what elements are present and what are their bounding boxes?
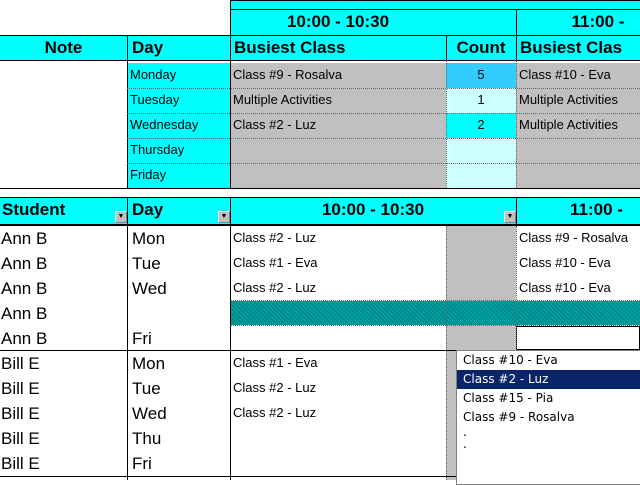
grid-line <box>516 9 517 36</box>
busiest-class-cell[interactable]: Class #9 - Rosalva <box>230 63 446 88</box>
class-dropdown-list[interactable] <box>456 350 640 485</box>
busiest-class-cell-2[interactable] <box>516 163 640 188</box>
class-cell[interactable]: Class #2 - Luz <box>233 230 317 245</box>
grid-line <box>127 138 640 139</box>
grid-line <box>0 35 640 36</box>
busiest-class-cell-2[interactable]: Multiple Activities <box>516 88 640 113</box>
dropdown-option[interactable]: . <box>463 437 467 451</box>
grid-line <box>230 300 640 301</box>
class-cell[interactable]: Class #10 - Eva <box>519 255 611 270</box>
day-cell[interactable]: Tue <box>132 254 161 273</box>
student-cell[interactable]: Bill E <box>1 379 40 398</box>
grid-line <box>230 9 640 10</box>
day-cell[interactable]: Wed <box>132 279 167 298</box>
count-cell[interactable] <box>446 163 516 188</box>
grid-line <box>127 113 640 114</box>
day-cell[interactable]: Mon <box>132 354 166 373</box>
grid-line <box>516 226 517 350</box>
student-header-label: Student <box>2 200 66 219</box>
grid-line <box>230 0 640 1</box>
grid-line <box>0 60 640 61</box>
grid-line <box>446 226 447 480</box>
grid-line <box>127 88 640 89</box>
busiest-class-cell[interactable] <box>230 138 446 163</box>
dropdown-option[interactable]: Class #10 - Eva <box>463 353 558 367</box>
class-cell[interactable]: Class #9 - Rosalva <box>519 230 629 245</box>
student-cell[interactable]: Bill E <box>1 429 40 448</box>
class-cell[interactable] <box>230 326 446 351</box>
day-cell[interactable]: Fri <box>132 454 152 473</box>
slot2-header[interactable]: 11:00 - <box>516 198 640 224</box>
student-cell[interactable]: Ann B <box>1 254 48 273</box>
class-cell[interactable]: Class #2 - Luz <box>233 280 317 295</box>
top-day-cell[interactable]: Wednesday <box>127 113 230 138</box>
class-cell[interactable]: Class #1 - Eva <box>233 355 318 370</box>
class-cell[interactable]: Class #1 - Eva <box>233 255 318 270</box>
note-header[interactable]: Note <box>0 36 127 60</box>
top-slot-gap <box>446 10 516 36</box>
day-header-label: Day <box>132 200 164 219</box>
busiest-class-header[interactable]: Busiest Class <box>230 36 446 60</box>
filter-dropdown-icon[interactable]: ▼ <box>115 211 127 223</box>
class-cell[interactable]: Class #10 - Eva <box>519 280 611 295</box>
day-header-bottom[interactable] <box>127 198 230 224</box>
grid-line <box>516 36 517 60</box>
active-dropdown-cell[interactable] <box>516 326 640 350</box>
student-cell[interactable]: Ann B <box>1 279 48 298</box>
dropdown-option-selected[interactable]: Class #2 - Luz <box>457 370 640 389</box>
filter-dropdown-icon[interactable]: ▼ <box>218 211 230 223</box>
count-cell[interactable]: 5 <box>446 63 516 88</box>
class-cell[interactable]: Class #2 - Luz <box>233 380 317 395</box>
student-cell[interactable]: Ann B <box>1 304 48 323</box>
top-time-slot-1[interactable]: 10:00 - 10:30 <box>230 10 446 36</box>
day-cell[interactable]: Tue <box>132 379 161 398</box>
grid-line <box>0 224 640 226</box>
top-day-cell[interactable]: Thursday <box>127 138 230 163</box>
dropdown-option[interactable]: Class #9 - Rosalva <box>463 410 575 424</box>
day-cell[interactable]: Mon <box>132 229 166 248</box>
top-time-slot-2[interactable]: 11:00 - <box>516 10 640 36</box>
grid-line <box>127 36 128 188</box>
grid-line <box>0 197 640 198</box>
grid-line <box>516 198 517 226</box>
grid-line <box>516 60 517 188</box>
day-cell[interactable]: Fri <box>132 329 152 348</box>
slot1-header[interactable] <box>230 198 516 224</box>
top-day-cell[interactable]: Tuesday <box>127 88 230 113</box>
count-header[interactable]: Count <box>446 36 516 60</box>
grid-line <box>446 36 447 60</box>
count-cell[interactable] <box>446 138 516 163</box>
class-cell[interactable]: Class #2 - Luz <box>233 405 317 420</box>
top-day-cell[interactable]: Friday <box>127 163 230 188</box>
grid-line <box>127 198 128 480</box>
busiest-class-cell-2[interactable]: Class #10 - Eva <box>516 63 640 88</box>
highlighted-row[interactable] <box>230 301 640 325</box>
day-cell[interactable]: Thu <box>132 429 162 448</box>
busiest-class-cell-2[interactable]: Multiple Activities <box>516 113 640 138</box>
top-day-cell[interactable]: Monday <box>127 63 230 88</box>
day-cell[interactable]: Wed <box>132 404 167 423</box>
grid-line <box>127 163 640 164</box>
grid-line <box>230 198 231 480</box>
busiest-class-cell[interactable] <box>230 163 446 188</box>
grid-line <box>230 325 640 326</box>
filter-dropdown-icon[interactable]: ▼ <box>504 211 516 223</box>
grid-line <box>230 0 231 197</box>
count-cell[interactable]: 2 <box>446 113 516 138</box>
count-cell[interactable]: 1 <box>446 88 516 113</box>
day-cell[interactable] <box>127 301 230 326</box>
day-header[interactable]: Day <box>127 36 230 60</box>
student-cell[interactable]: Bill E <box>1 454 40 473</box>
slot1-header-label: 10:00 - 10:30 <box>321 200 425 219</box>
busiest-class-cell-2[interactable] <box>516 138 640 163</box>
dropdown-option[interactable]: Class #15 - Pia <box>463 391 554 405</box>
grid-line <box>446 60 447 188</box>
student-cell[interactable]: Ann B <box>1 229 48 248</box>
student-cell[interactable]: Ann B <box>1 329 48 348</box>
student-cell[interactable]: Bill E <box>1 404 40 423</box>
student-header[interactable] <box>0 198 127 224</box>
busiest-class-header-2[interactable]: Busiest Clas <box>516 36 640 60</box>
busiest-class-cell[interactable]: Multiple Activities <box>230 88 446 113</box>
note-cell[interactable] <box>0 60 127 190</box>
busiest-class-cell[interactable]: Class #2 - Luz <box>230 113 446 138</box>
dropdown-option[interactable]: . <box>463 425 467 439</box>
student-cell[interactable]: Bill E <box>1 354 40 373</box>
